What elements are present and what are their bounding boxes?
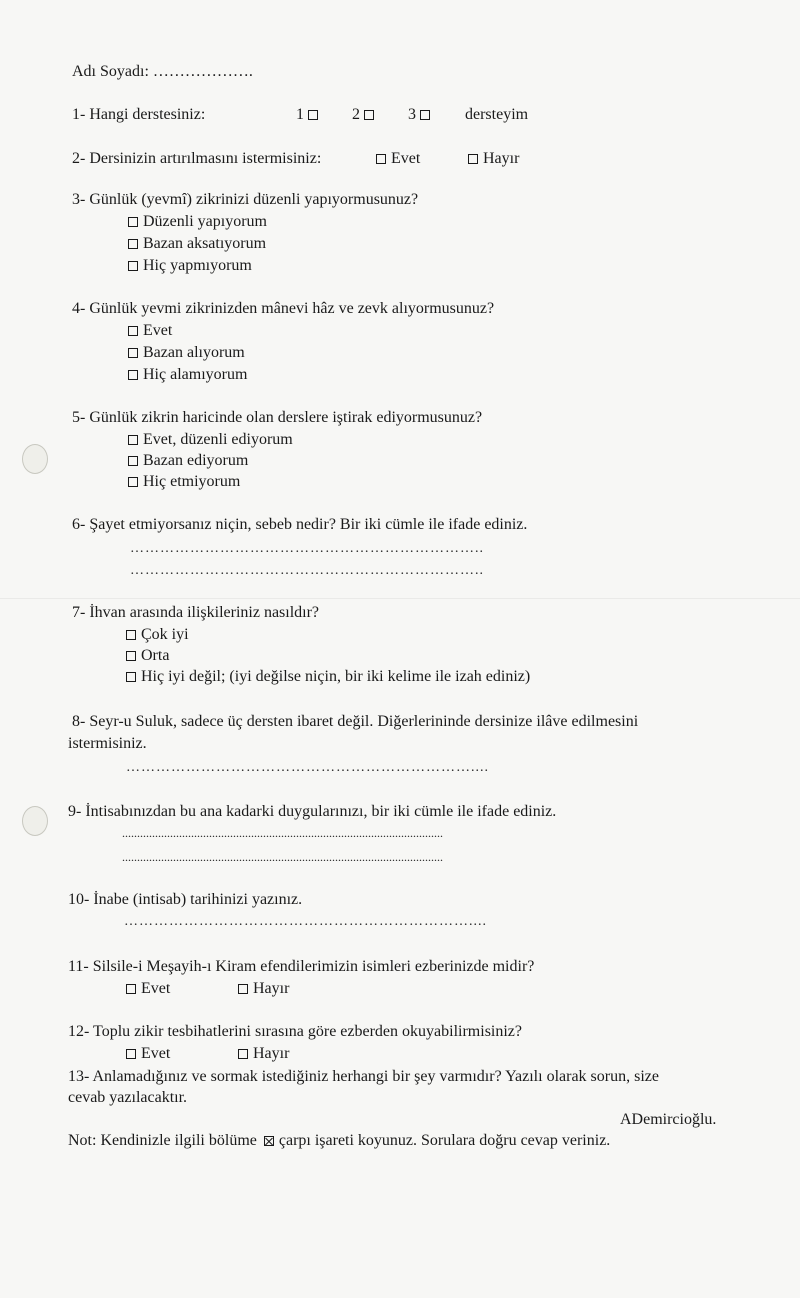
q7-text: 7- İhvan arasında ilişkileriniz nasıldır? (72, 604, 320, 621)
checkbox-icon[interactable] (128, 435, 138, 445)
q3-option[interactable] (128, 234, 266, 254)
checkbox-icon[interactable] (128, 261, 138, 271)
checkbox-icon[interactable] (128, 370, 138, 380)
q5-option-label: Evet, düzenli ediyorum (143, 431, 293, 448)
checkbox-icon[interactable] (126, 630, 136, 640)
q2-text: 2- Dersinizin artırılmasını istermisiniz: (72, 150, 322, 167)
q3-option-label: Düzenli yapıyorum (143, 213, 267, 230)
note-text-after: çarpı işareti koyunuz. Sorulara doğru cevap veriniz. (278, 1132, 611, 1149)
q13-text-line-2: cevab yazılacaktır. (68, 1089, 188, 1106)
checkbox-icon[interactable] (420, 110, 430, 120)
q11-yes[interactable] (126, 979, 170, 999)
q10-text: 10- İnabe (intisab) tarihinizi yazınız. (68, 891, 303, 908)
q4-option-label: Hiç alamıyorum (143, 366, 248, 383)
q2-yes-label: Evet (391, 150, 421, 167)
q1-option-3-label: 3 (408, 106, 416, 123)
q9-text: 9- İntisabınızdan bu ana kadarki duygularınızı, bir iki cümle ile ifade ediniz. (68, 803, 557, 820)
name-label: Adı Soyadı: (72, 63, 149, 80)
checkbox-icon[interactable] (128, 326, 138, 336)
q11-no[interactable] (238, 979, 289, 999)
checkbox-icon[interactable] (238, 1049, 248, 1059)
q5-option[interactable] (128, 472, 240, 492)
checkbox-icon[interactable] (128, 239, 138, 249)
checkbox-icon[interactable] (126, 651, 136, 661)
q7-option-label: Hiç iyi değil; (iyi değilse niçin, bir iki kelime ile izah ediniz) (141, 668, 531, 685)
q4-option-label: Bazan alıyorum (143, 344, 245, 361)
checkbox-icon[interactable] (128, 456, 138, 466)
q7-option-label: Orta (141, 647, 170, 664)
q7-option[interactable] (126, 625, 189, 645)
q1-option-1[interactable] (296, 105, 323, 125)
checkbox-icon[interactable] (128, 217, 138, 227)
q4-option-label: Evet (143, 322, 173, 339)
q5-option-label: Hiç etmiyorum (143, 473, 241, 490)
q4-text: 4- Günlük yevmi zikrinizden mânevi hâz ve zevk alıyormusunuz? (72, 300, 495, 317)
checkbox-icon[interactable] (238, 984, 248, 994)
q13-text-line-1: 13- Anlamadığınız ve sormak istediğiniz herhangi bir şey varmıdır? Yazılı olarak sorun, size (68, 1068, 659, 1085)
q3-option-label: Hiç yapmıyorum (143, 257, 252, 274)
signature: ADemircioğlu. (620, 1111, 717, 1128)
checkbox-icon[interactable] (128, 348, 138, 358)
q2-no-label: Hayır (483, 150, 520, 167)
q10-answer-line[interactable]: …………………………………………………………….... (124, 914, 487, 929)
q6-answer-line-2[interactable]: …………………………………………………………….. (130, 563, 484, 578)
q12-yes-label: Evet (141, 1045, 171, 1062)
q1-option-2[interactable] (352, 105, 379, 125)
q6-text: 6- Şayet etmiyorsanız niçin, sebeb nedir? Bir iki cümle ile ifade ediniz. (72, 516, 528, 533)
q2-yes[interactable] (376, 149, 420, 169)
q12-no-label: Hayır (253, 1045, 290, 1062)
note (68, 1131, 610, 1151)
q9-answer-line-2[interactable]: ........................................................................................................... (122, 850, 443, 864)
checkbox-icon[interactable] (308, 110, 318, 120)
q11-text: 11- Silsile-i Meşayih-ı Kiram efendilerimizin isimleri ezberinizde midir? (68, 958, 535, 975)
name-row (72, 62, 253, 82)
q8-answer-line[interactable]: …………………………………………………………….... (126, 760, 489, 775)
q3-option-label: Bazan aksatıyorum (143, 235, 267, 252)
note-text-before: Not: Kendinizle ilgili bölüme (68, 1132, 257, 1149)
q12-text: 12- Toplu zikir tesbihatlerini sırasına göre ezberden okuyabilirmisiniz? (68, 1023, 523, 1040)
q7-option[interactable] (126, 667, 530, 687)
q3-option[interactable] (128, 212, 267, 232)
q2-no[interactable] (468, 149, 519, 169)
q11-yes-label: Evet (141, 980, 171, 997)
q11-no-label: Hayır (253, 980, 290, 997)
checkbox-icon[interactable] (126, 1049, 136, 1059)
q7-option-label: Çok iyi (141, 626, 189, 643)
q3-text: 3- Günlük (yevmî) zikrinizi düzenli yapıyormusunuz? (72, 191, 419, 208)
checked-box-icon (264, 1136, 274, 1146)
checkbox-icon[interactable] (364, 110, 374, 120)
q12-yes[interactable] (126, 1044, 170, 1064)
checkbox-icon[interactable] (376, 154, 386, 164)
checkbox-icon[interactable] (128, 477, 138, 487)
q4-option[interactable] (128, 321, 172, 341)
q5-option[interactable] (128, 430, 293, 450)
q1-option-2-label: 2 (352, 106, 360, 123)
q12-no[interactable] (238, 1044, 289, 1064)
checkbox-icon[interactable] (468, 154, 478, 164)
checkbox-icon[interactable] (126, 672, 136, 682)
punch-hole-bottom (22, 806, 48, 836)
q4-option[interactable] (128, 343, 245, 363)
q1-text: 1- Hangi derstesiniz: (72, 106, 206, 123)
q1-option-3[interactable] (408, 105, 435, 125)
q1-option-1-label: 1 (296, 106, 304, 123)
q3-option[interactable] (128, 256, 252, 276)
name-dots: ………………. (152, 63, 253, 80)
checkbox-icon[interactable] (126, 984, 136, 994)
q8-text-line-1: 8- Seyr-u Suluk, sadece üç dersten ibaret değil. Diğerlerininde dersinize ilâve edilmesini (72, 713, 639, 730)
q1-suffix: dersteyim (465, 106, 529, 123)
q4-option[interactable] (128, 365, 247, 385)
q7-option[interactable] (126, 646, 169, 666)
q5-text: 5- Günlük zikrin haricinde olan derslere iştirak ediyormusunuz? (72, 409, 483, 426)
q8-text-line-2: istermisiniz. (68, 735, 147, 752)
q5-option-label: Bazan ediyorum (143, 452, 249, 469)
q9-answer-line-1[interactable]: ........................................................................................................... (122, 826, 443, 840)
paper-fold-line (0, 598, 800, 599)
q5-option[interactable] (128, 451, 248, 471)
q6-answer-line-1[interactable]: …………………………………………………………….. (130, 541, 484, 556)
punch-hole-top (22, 444, 48, 474)
